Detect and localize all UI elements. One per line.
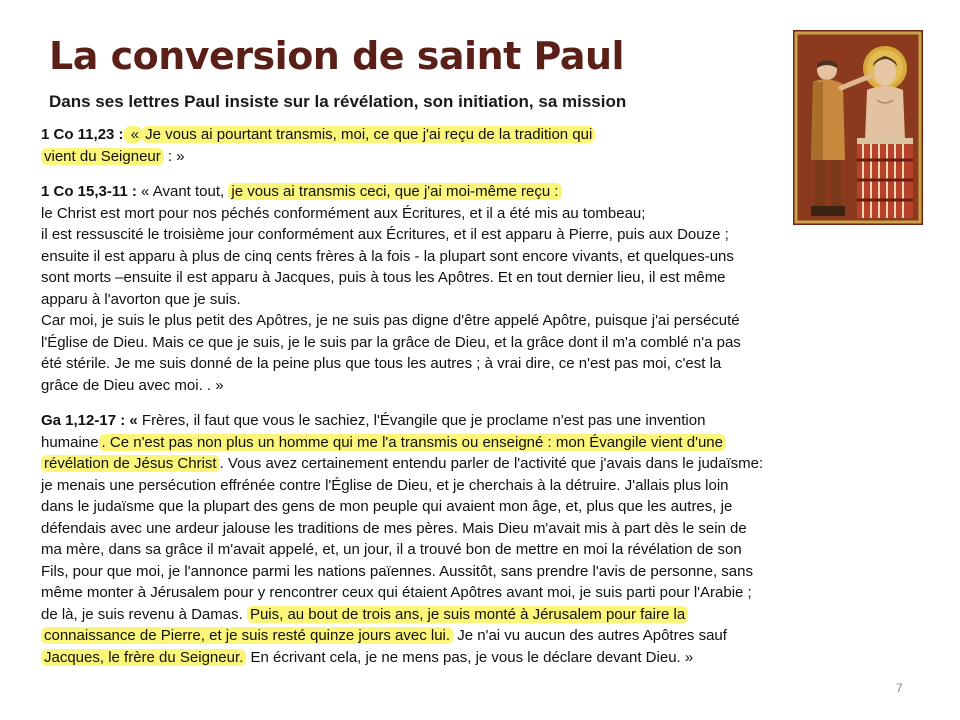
highlighted-text: révélation de Jésus Christ (41, 455, 220, 472)
highlighted-text: Jacques, le frère du Seigneur. (41, 649, 246, 666)
passage-line (41, 647, 941, 669)
passage-text: humaine (41, 433, 99, 451)
passage-line (41, 267, 941, 289)
passage-text: apparu à l'avorton que je suis. (41, 290, 241, 308)
passage-line (41, 518, 941, 540)
passage-line (41, 432, 941, 454)
scripture-reference: 1 Co 11,23 : (41, 126, 124, 143)
passage-line (41, 224, 941, 246)
passage-text: de là, je suis revenu à Damas. (41, 605, 247, 623)
passage-text: défendais avec une ardeur jalouse les traditions de mes pères. Mais Dieu m'avait mis à part dès le sein de (41, 519, 747, 537)
passage-line (41, 604, 941, 626)
passage-line (41, 496, 941, 518)
highlighted-text: Je vous ai pourtant transmis, moi, ce que j'ai reçu de la tradition qui (142, 126, 595, 143)
passage-line (41, 146, 941, 168)
passage-text: l'Église de Dieu. Mais ce que je suis, je le suis par la grâce de Dieu, et la grâce dont il m'a comblé n'a pas (41, 333, 741, 351)
passage-line (41, 181, 941, 203)
passage-line (41, 353, 941, 375)
passage-line (41, 124, 941, 146)
passage-line (41, 539, 941, 561)
highlighted-text: vient du Seigneur (41, 148, 164, 165)
scripture-reference: 1 Co 15,3-11 : (41, 183, 137, 200)
slide-subtitle: Dans ses lettres Paul insiste sur la révélation, son initiation, sa mission (49, 92, 627, 111)
passage-text: En écrivant cela, je ne mens pas, je vous le déclare devant Dieu. » (246, 648, 694, 666)
passage-line (41, 332, 941, 354)
passages (41, 124, 941, 682)
passage-line (41, 310, 941, 332)
highlighted-text: . Ce n'est pas non plus un homme qui me l'a transmis ou enseigné : mon Évangile vient d'une (99, 434, 726, 451)
passage-text: . Vous avez certainement entendu parler de l'activité que j'avais dans le judaïsme: (219, 455, 764, 472)
passage-line (41, 246, 941, 268)
passage-text: ensuite il est apparu à plus de cinq cents frères à la fois - la plupart sont encore vivants, et quelques-uns (41, 247, 734, 265)
passage (41, 410, 941, 668)
passage-line (41, 375, 941, 397)
passage-text: Frères, il faut que vous le sachiez, l'Évangile que je proclame n'est pas une invention (137, 412, 706, 429)
passage-text: le Christ est mort pour nos péchés conformément aux Écritures, et il a été mis au tombeau; (41, 204, 646, 222)
highlighted-text: Puis, au bout de trois ans, je suis monté à Jérusalem pour faire la (247, 606, 688, 623)
passage-text: « Avant tout, (136, 183, 229, 200)
passage-text: ma mère, dans sa grâce il m'avait appelé, et, un jour, il a trouvé bon de mettre en moi la révélation de son (41, 541, 742, 558)
page-number: 7 (896, 681, 903, 695)
highlighted-text: connaissance de Pierre, et je suis resté quinze jours avec lui. (41, 627, 453, 644)
passage-text: je menais une persécution effrénée contre l'Église de Dieu, et je cherchais à la détruire. J'allais plus loin (41, 476, 729, 494)
passage-line (41, 625, 941, 647)
passage-line (41, 410, 941, 432)
passage-line (41, 453, 941, 475)
passage-text: dans le judaïsme que la plupart des gens de mon peuple qui avaient mon âge, et, plus que les autres, je (41, 498, 733, 515)
passage-text: sont morts –ensuite il est apparu à Jacques, puis à tous les Apôtres. Et en tout dernier lieu, il est même (41, 269, 726, 286)
passage-text: Fils, pour que moi, je l'annonce parmi les nations païennes. Aussitôt, sans prendre l'avis de personne, sans (41, 562, 753, 580)
passage (41, 181, 941, 396)
passage-line (41, 203, 941, 225)
passage-text: été stérile. Je me suis donné de la peine plus que tous les autres ; à vrai dire, ce n'est pas moi, c'est la (41, 355, 722, 372)
highlighted-text: je vous ai transmis ceci, que j'ai moi-même reçu : (228, 183, 561, 200)
slide-title: La conversion de saint Paul (49, 34, 625, 78)
passage-line (41, 289, 941, 311)
passage-text: Je n'ai vu aucun des autres Apôtres sauf (453, 627, 727, 644)
passage-text: même monter à Jérusalem pour y rencontrer ceux qui étaient Apôtres avant moi, je suis parti pour l'Arabie ; (41, 584, 752, 601)
passage-text: : » (163, 147, 185, 165)
passage-line (41, 475, 941, 497)
passage (41, 124, 941, 167)
passage-text: il est ressuscité le troisième jour conformément aux Écritures, et il est apparu à Pierre, puis aux Douze ; (41, 226, 729, 243)
passage-line (41, 582, 941, 604)
passage-line (41, 561, 941, 583)
passage-text: Car moi, je suis le plus petit des Apôtres, je ne suis pas digne d'être appelé Apôtre, puisque j'ai persécuté (41, 312, 740, 329)
highlighted-text: « (124, 126, 143, 143)
passage-text: grâce de Dieu avec moi. . » (41, 376, 224, 394)
scripture-reference: Ga 1,12-17 : « (41, 412, 138, 429)
